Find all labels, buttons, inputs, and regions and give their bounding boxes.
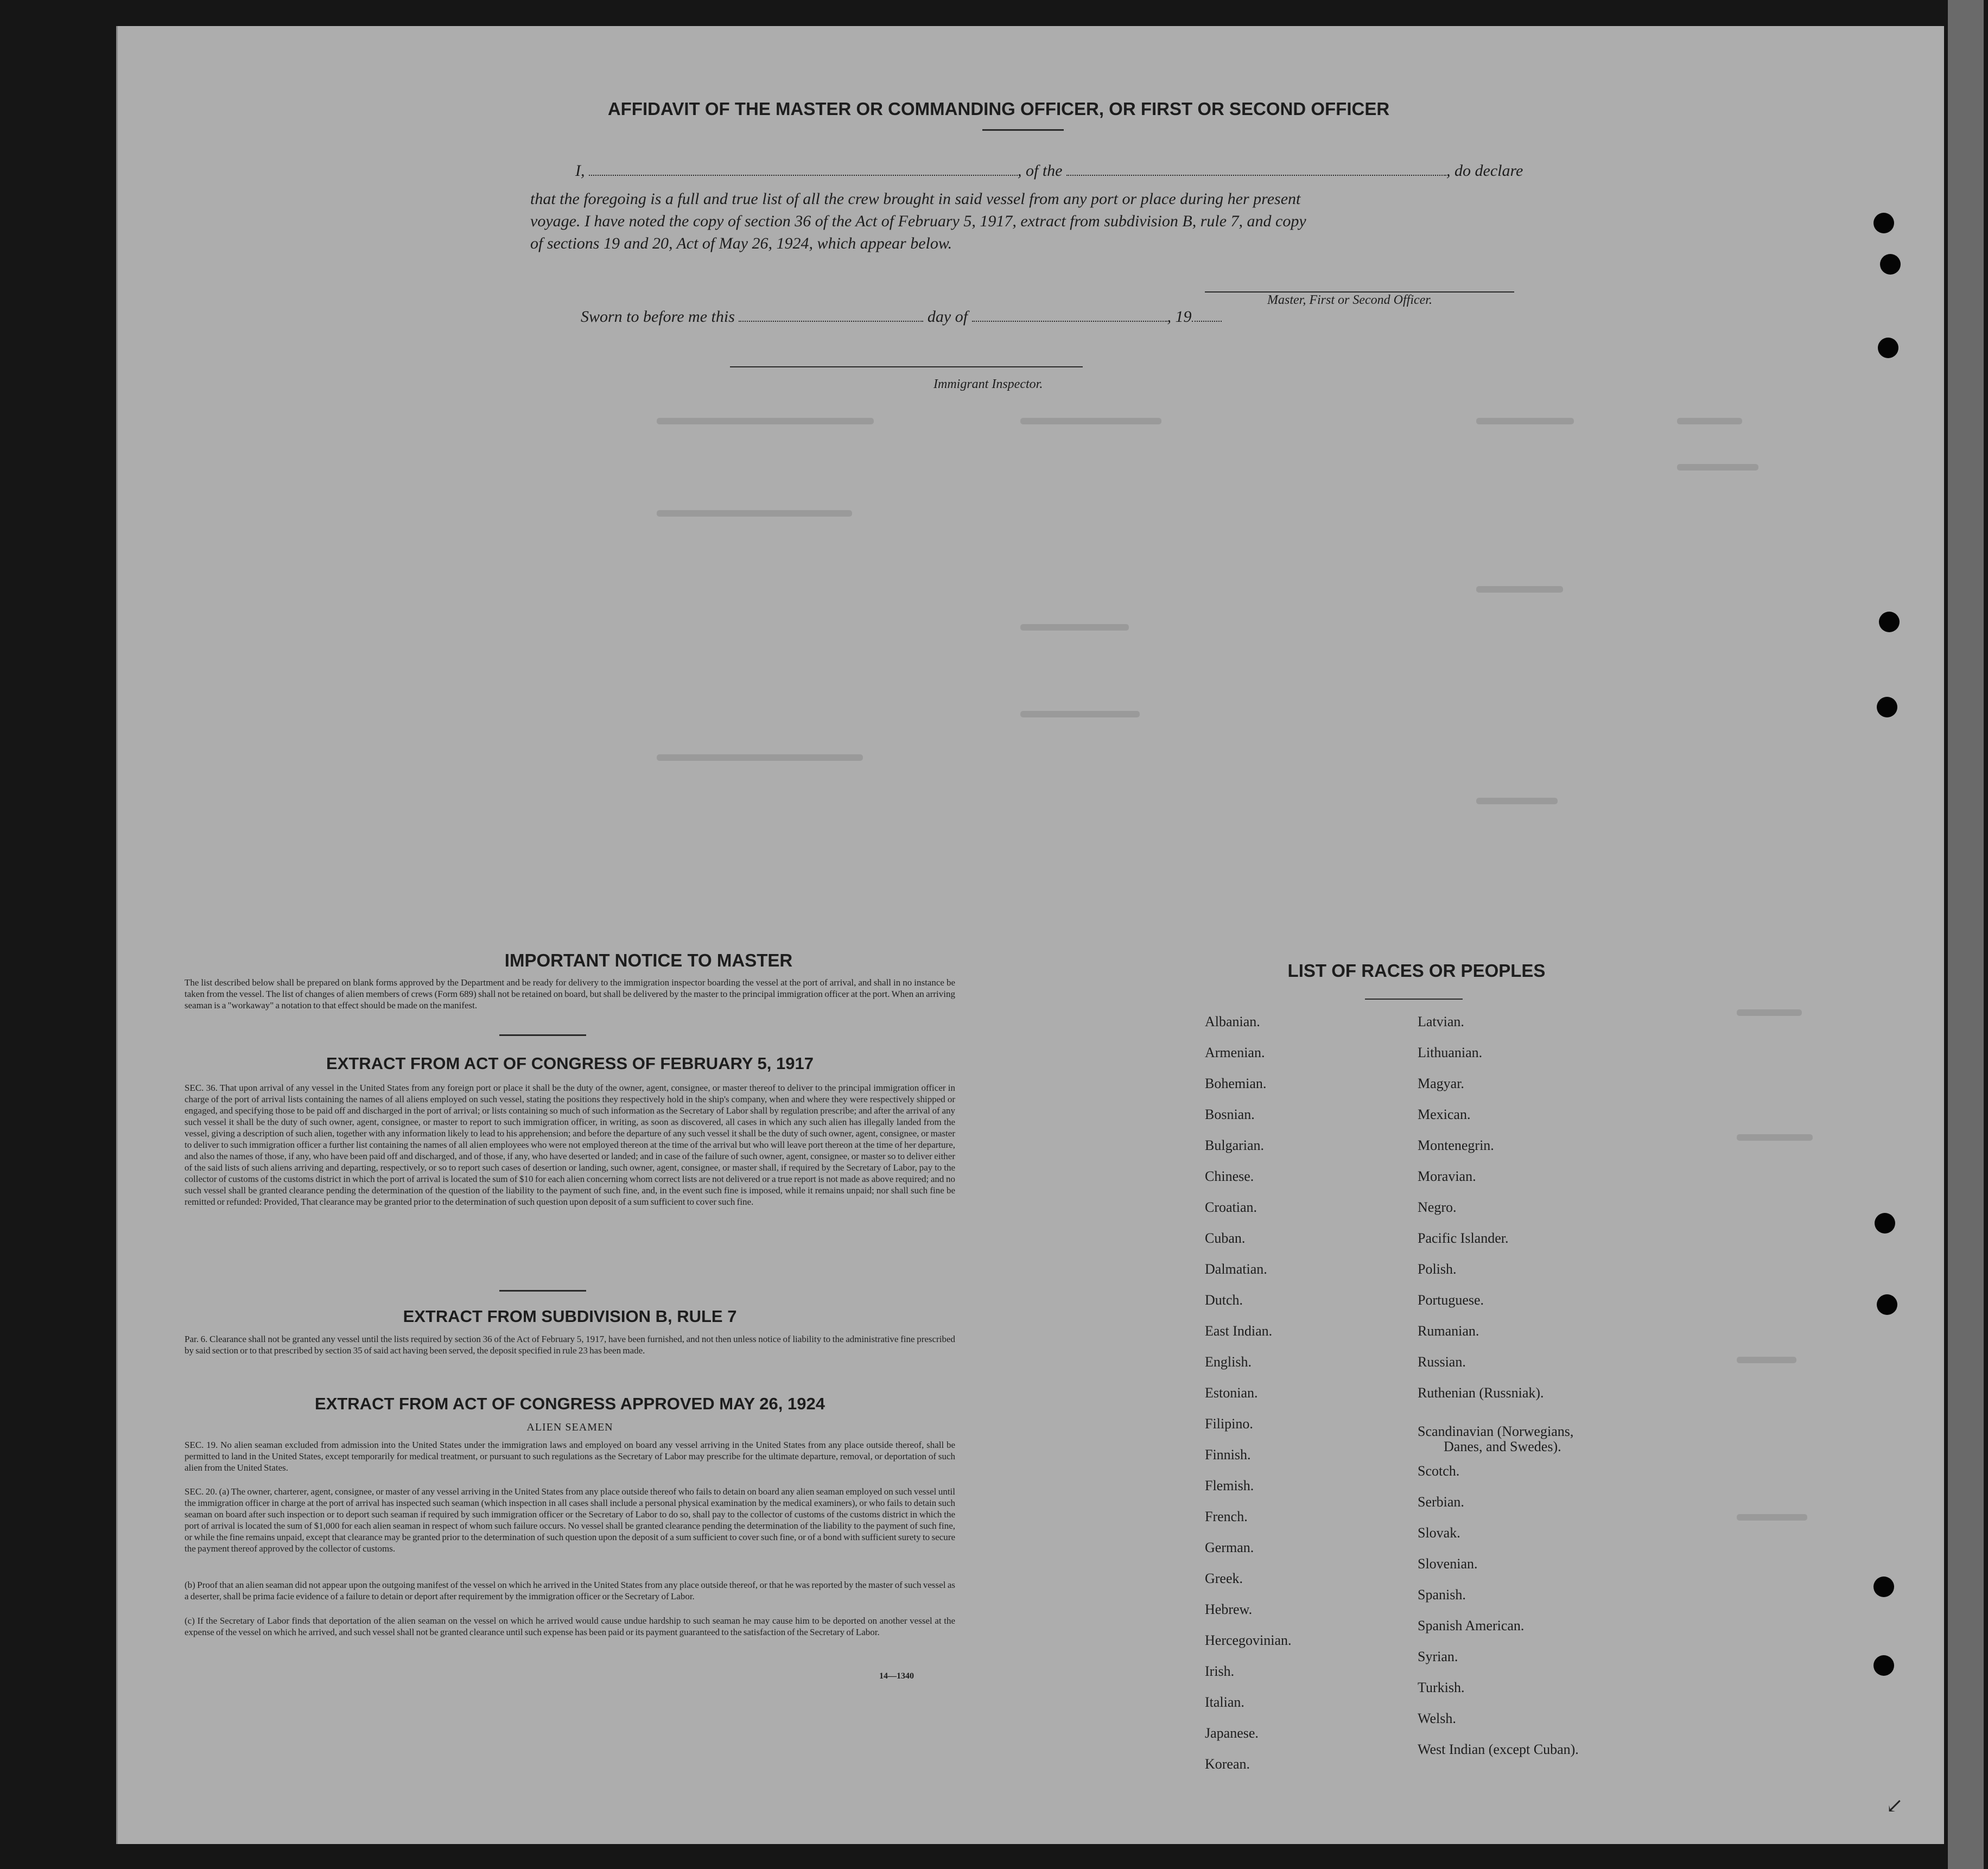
race-item: French. xyxy=(1205,1509,1248,1524)
alien-seamen-subtitle: ALIEN SEAMEN xyxy=(526,1421,613,1433)
race-item: Magyar. xyxy=(1418,1076,1464,1091)
binder-hole xyxy=(1877,697,1897,717)
binder-hole xyxy=(1878,338,1898,358)
race-item: Ruthenian (Russniak). xyxy=(1418,1385,1544,1401)
race-item: Mexican. xyxy=(1418,1107,1471,1122)
year-prefix: , 19 xyxy=(1167,308,1192,326)
section-20c-text: (c) If the Secretary of Labor finds that deportation of the alien seaman on the vessel on which he arrived would cause undue hardship to such seaman he may cause him to be deported on another vessel at the expense of the vessel on which he arrived, and such vessel shall not be granted clearance until such expense has been paid or its payment guaranteed to the satisfaction of the Secretary of Labor. xyxy=(185,1616,955,1637)
extract-1917-title: EXTRACT FROM ACT OF CONGRESS OF FEBRUARY 5, 1917 xyxy=(326,1054,814,1073)
declaration-line-4: of sections 19 and 20, Act of May 26, 1924, which appear below. xyxy=(530,234,952,252)
race-item: Greek. xyxy=(1205,1571,1243,1586)
sworn-day-field[interactable] xyxy=(739,321,923,322)
race-item: Cuban. xyxy=(1205,1230,1246,1246)
race-item: English. xyxy=(1205,1354,1252,1370)
binder-hole xyxy=(1880,254,1901,275)
section-20b-text: (b) Proof that an alien seaman did not appear upon the outgoing manifest of the vessel on which he arrived in the United States from any place outside thereof, or that he was reported by the master of such vessel as a deserter, shall be prima facie evidence of a failure to detain or deport after requirement by the immigration officer or the Secretary of Labor. xyxy=(185,1580,955,1601)
corner-mark: ↙ xyxy=(1886,1795,1903,1817)
section-20a-text: SEC. 20. (a) The owner, charterer, agent, consignee, or master of any vessel arriving in the United States from any place outside thereof who fails to detain on board any alien seaman employed on such vessel until the immigration officer in charge at the port of arrival has inspected such seaman (which inspection in all cases shall include a personal physical examination by the medical examiners), or who fails to detain such seaman on board after such inspection or to deport such seaman if required by such immigration officer or the Secretary of Labor to do so, shall pay to the collector of customs of the customs district in which the port of arrival is located the sum of $1,000 for each alien seaman in respect of whom such failure occurs. No vessel shall be granted clearance pending the determination of the liability to the payment of such fine, or while the fine remains unpaid, except that clearance may be granted prior to the determination of such question upon the deposit of a sum sufficient to cover such fine, or of a bond with sufficient surety to secure the payment thereof approved by the collector of customs. xyxy=(185,1486,955,1554)
declaration-of-the: , of the xyxy=(1018,162,1063,180)
race-item: Albanian. xyxy=(1205,1014,1260,1029)
declaration-line-2: that the foregoing is a full and true list of all the crew brought in said vessel from any port or place during her present xyxy=(530,190,1301,208)
race-item: Japanese. xyxy=(1205,1725,1259,1741)
races-title: LIST OF RACES OR PEOPLES xyxy=(1287,961,1546,981)
race-item: Serbian. xyxy=(1418,1494,1464,1510)
race-item: German. xyxy=(1205,1540,1254,1555)
binder-hole xyxy=(1873,213,1894,233)
master-signature-line xyxy=(1205,291,1514,293)
declaration-i: I, xyxy=(575,162,585,180)
declaration-do-declare: , do declare xyxy=(1446,162,1523,180)
race-item: Korean. xyxy=(1205,1756,1250,1772)
sworn-month-field[interactable] xyxy=(972,321,1167,322)
vessel-field[interactable] xyxy=(1066,175,1446,176)
binder-hole xyxy=(1875,1213,1895,1234)
section-19-text: SEC. 19. No alien seaman excluded from admission into the United States under the immigration laws and employed on board any vessel arriving in the United States from any place outside thereof, shall be permitted to land in the United States, except temporarily for medical treatment, or pursuant to such regulations as the Secretary of Labor may prescribe for the ultimate departure, removal, or deportation of such alien from the United States. xyxy=(185,1440,955,1473)
extract-rule7-title: EXTRACT FROM SUBDIVISION B, RULE 7 xyxy=(403,1307,737,1326)
race-item: Negro. xyxy=(1418,1199,1457,1215)
section-rule xyxy=(499,1290,586,1292)
binder-hole xyxy=(1873,1576,1894,1597)
race-item: Slovenian. xyxy=(1418,1556,1478,1572)
inspector-signature-line xyxy=(730,366,1083,367)
races-title-rule xyxy=(1365,999,1463,1000)
race-item: Armenian. xyxy=(1205,1045,1265,1060)
race-item: Lithuanian. xyxy=(1418,1045,1483,1060)
race-item: Rumanian. xyxy=(1418,1323,1479,1339)
declaration-line-1 xyxy=(575,162,1541,180)
race-item: Bosnian. xyxy=(1205,1107,1255,1122)
notice-text: The list described below shall be prepared on blank forms approved by the Department and be ready for delivery to the immigration inspector boarding the vessel at the port of arrival, and shall in no instance be taken from the vessel. The list of changes of alien members of crews (Form 689) shall not be retained on board, but shall be delivered by the master to the principal immigration officer at the port. When an arriving seaman is a "workaway" a notation to that effect should be made on the manifest. xyxy=(185,977,955,1010)
race-item: Bulgarian. xyxy=(1205,1137,1265,1153)
race-item: Hercegovinian. xyxy=(1205,1632,1292,1648)
race-item: Welsh. xyxy=(1418,1711,1456,1726)
affidavit-title: AFFIDAVIT OF THE MASTER OR COMMANDING OFFICER, OR FIRST OR SECOND OFFICER xyxy=(607,99,1390,119)
race-item: Estonian. xyxy=(1205,1385,1258,1401)
race-item: Polish. xyxy=(1418,1261,1457,1277)
race-item: Scandinavian (Norwegians, xyxy=(1418,1423,1574,1439)
form-number: 14—1340 xyxy=(879,1671,914,1681)
paragraph-6-text: Par. 6. Clearance shall not be granted any vessel until the lists required by section 36 of the Act of February 5, 1917, have been furnished, and not then unless notice of liability to the administrative fine prescribed by said section or to that prescribed by section 35 of said act having been served, the deposit specified in rule 23 has been made. xyxy=(185,1334,955,1356)
master-signature-label: Master, First or Second Officer. xyxy=(1267,293,1432,307)
sworn-line xyxy=(581,308,1341,326)
name-field[interactable] xyxy=(589,175,1018,176)
notice-title: IMPORTANT NOTICE TO MASTER xyxy=(504,950,793,970)
race-item: Moravian. xyxy=(1418,1168,1476,1184)
race-item: Montenegrin. xyxy=(1418,1137,1494,1153)
extract-1924-title: EXTRACT FROM ACT OF CONGRESS APPROVED MAY 26, 1924 xyxy=(315,1394,825,1413)
race-item: Latvian. xyxy=(1418,1014,1464,1029)
binder-hole xyxy=(1873,1655,1894,1676)
race-item: Spanish American. xyxy=(1418,1618,1525,1633)
race-item: Turkish. xyxy=(1418,1680,1465,1695)
declaration-line-3: voyage. I have noted the copy of section 36 of the Act of February 5, 1917, extract from subdivision B, rule 7, and copy xyxy=(530,212,1306,230)
sworn-label: Sworn to before me this xyxy=(581,308,735,326)
race-item: Portuguese. xyxy=(1418,1292,1484,1308)
race-item: Filipino. xyxy=(1205,1416,1253,1432)
sworn-year-field[interactable] xyxy=(1192,321,1222,322)
race-item: Syrian. xyxy=(1418,1649,1458,1664)
race-item: Chinese. xyxy=(1205,1168,1254,1184)
race-item: Finnish. xyxy=(1205,1447,1251,1463)
race-item: Flemish. xyxy=(1205,1478,1254,1493)
binder-hole xyxy=(1877,1294,1897,1315)
paper-edge xyxy=(1948,0,1984,1869)
race-item: Spanish. xyxy=(1418,1587,1466,1603)
title-rule xyxy=(982,129,1064,131)
section-rule xyxy=(499,1034,586,1036)
race-item: Danes, and Swedes). xyxy=(1444,1439,1561,1454)
race-item: Slovak. xyxy=(1418,1525,1460,1541)
race-item: Hebrew. xyxy=(1205,1601,1253,1617)
race-item: Croatian. xyxy=(1205,1199,1257,1215)
day-of-label: day of xyxy=(927,308,968,326)
race-item: Bohemian. xyxy=(1205,1076,1267,1091)
binder-hole xyxy=(1879,612,1900,632)
race-item: Dutch. xyxy=(1205,1292,1243,1308)
race-item: West Indian (except Cuban). xyxy=(1418,1741,1579,1757)
race-item: Scotch. xyxy=(1418,1463,1460,1479)
race-item: Pacific Islander. xyxy=(1418,1230,1509,1246)
race-item: East Indian. xyxy=(1205,1323,1273,1339)
inspector-label: Immigrant Inspector. xyxy=(933,377,1043,391)
race-item: Dalmatian. xyxy=(1205,1261,1267,1277)
race-item: Irish. xyxy=(1205,1663,1235,1679)
race-item: Italian. xyxy=(1205,1694,1244,1710)
section-36-text: SEC. 36. That upon arrival of any vessel in the United States from any foreign port or place it shall be the duty of the owner, agent, consignee, or master thereof to deliver to the principal immigration officer in charge of the port of arrival lists containing the names of all aliens employed on such vessel, stating the positions they respectively hold in the ship's company, when and where they were respectively shipped or engaged, and specifying those to be paid off and discharged in the port of arrival; or lists containing so much of such information as the Secretary of Labor shall by regulation prescribe; and after the arrival of any such vessel it shall be the duty of such owner, agent, consignee, or master to report to such immigration officer, in writing, as soon as discovered, all cases in which any such alien has illegally landed from the vessel, giving a description of such alien, together with any information likely to lead to his apprehension; and before the departure of any such vessel it shall be the duty of such owner, agent, consignee, or master to deliver to such immigration officer a further list containing the names of all alien employees who were not employed thereon at the time of the arrival but who will leave port thereon at the time of her departure, and also the names of those, if any, who have been paid off and discharged, and of those, if any, who have deserted or landed; and in case of the failure of such owner, agent, consignee, or master so to deliver either of the said lists of such aliens arriving and departing, respectively, or so to report such cases of desertion or landing, such owner, agent, consignee, or master shall, if required by the Secretary of Labor, pay to the collector of customs of the customs district in which the port of arrival is located the sum of $10 for each alien concerning whom correct lists are not delivered or a true report is not made as above required; and no such vessel shall be granted clearance pending the determination of the question of the liability to the payment of such fine, and, in the event such fine is imposed, while it remains unpaid; nor shall such fine be remitted or refunded: Provided, That clearance may be granted prior to the determination of such question upon deposit of a sum sufficient to cover such fine. xyxy=(185,1083,955,1207)
race-item: Russian. xyxy=(1418,1354,1466,1370)
